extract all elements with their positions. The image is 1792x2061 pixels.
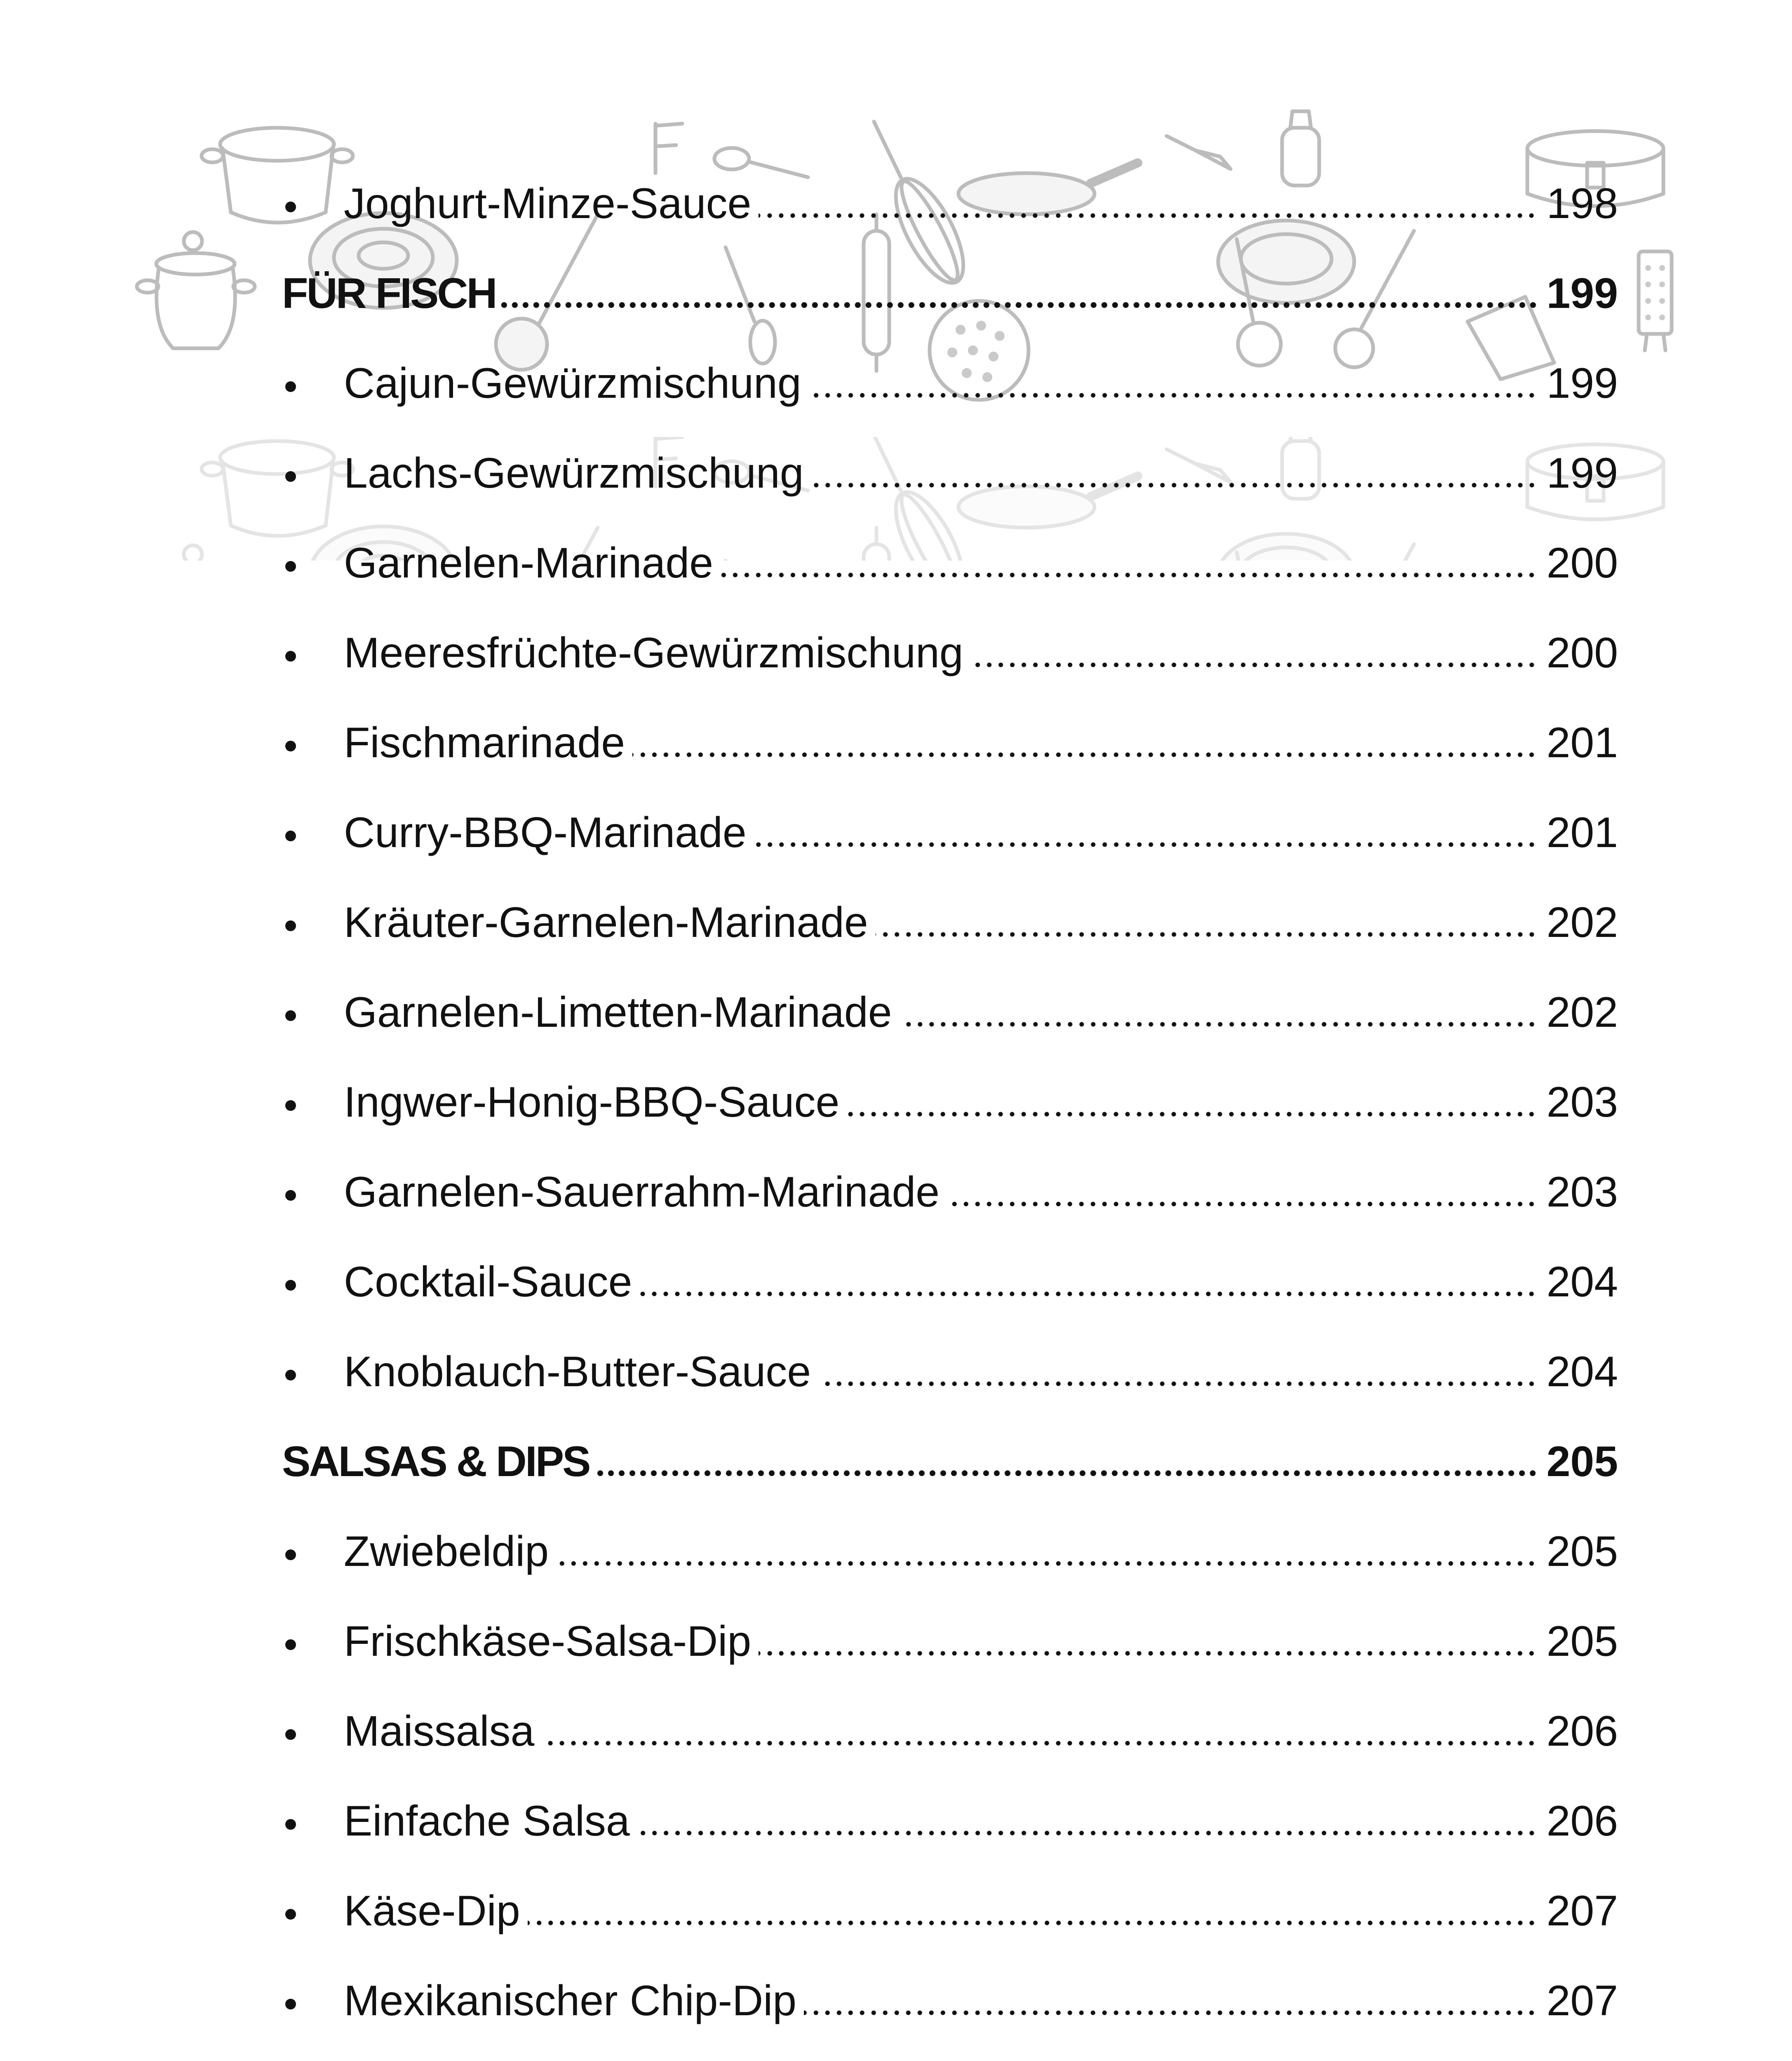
toc-entry-page-number: 205: [1546, 1617, 1618, 1665]
toc-dot-leader: [847, 1112, 1537, 1117]
bullet-icon: [282, 1866, 344, 1956]
bullet-icon: [282, 1686, 344, 1776]
toc-entry[interactable]: [282, 159, 1618, 249]
toc-dot-leader: [556, 1561, 1537, 1566]
toc-dot-leader: [528, 1920, 1538, 1925]
toc-entry-title: Fischmarinade: [344, 719, 625, 767]
bullet-icon: [282, 2046, 344, 2061]
toc-entry-title: Garnelen-Sauerrahm-Marinade: [344, 1168, 940, 1216]
toc-entry-page-number: 200: [1546, 539, 1618, 587]
toc-dot-leader: [971, 662, 1538, 667]
bullet-icon: [282, 1956, 344, 2046]
toc-entry-page-number: 200: [1546, 629, 1618, 677]
toc-section-heading-row[interactable]: [282, 249, 1618, 338]
toc-entry-title: Kräuter-Garnelen-Marinade: [344, 899, 868, 946]
toc-entry-title: Käse-Dip: [344, 1887, 520, 1935]
bullet-icon: [282, 1237, 344, 1327]
toc-entry-title: Cajun-Gewürzmischung: [344, 359, 801, 407]
toc-entry-page-number: 205: [1546, 1528, 1618, 1575]
toc-entry-page-number: 207: [1546, 1977, 1618, 2025]
toc-dot-leader: [632, 752, 1537, 757]
toc-entry-title: Ingwer-Honig-BBQ-Sauce: [344, 1078, 840, 1126]
bullet-icon: [282, 1327, 344, 1417]
bullet-icon: [282, 1596, 344, 1686]
toc-entry[interactable]: [282, 1147, 1618, 1237]
bullet-icon: [282, 338, 344, 428]
toc-dot-leader: [754, 842, 1538, 847]
bullet-icon: [282, 1057, 344, 1147]
toc-dot-leader: [809, 393, 1538, 398]
toc-section-heading: FÜR FISCH: [282, 270, 496, 317]
table-of-contents: [282, 159, 1618, 2061]
toc-entry-page-number: 199: [1546, 449, 1618, 497]
toc-entry[interactable]: [282, 338, 1618, 428]
toc-entry[interactable]: [282, 788, 1618, 878]
bullet-icon: [282, 518, 344, 608]
toc-entry[interactable]: [282, 967, 1618, 1057]
bullet-icon: [282, 878, 344, 967]
toc-entry-title: Garnelen-Marinade: [344, 539, 714, 587]
toc-entry-title: [344, 2046, 612, 2061]
bullet-icon: [282, 428, 344, 518]
toc-dot-leader: [542, 1741, 1537, 1746]
toc-entry-title: Garnelen-Limetten-Marinade: [344, 988, 892, 1036]
toc-entry-page-number: 201: [1546, 719, 1618, 767]
bullet-icon: [282, 1776, 344, 1866]
toc-entry[interactable]: [282, 1507, 1618, 1596]
toc-entry[interactable]: [282, 608, 1618, 698]
bullet-icon: [282, 967, 344, 1057]
toc-entry-page-number: 203: [1546, 1078, 1618, 1126]
toc-entry[interactable]: [282, 1776, 1618, 1866]
toc-entry[interactable]: [282, 698, 1618, 788]
bullet-icon: [282, 788, 344, 878]
toc-entry[interactable]: [282, 1057, 1618, 1147]
bullet-icon: [282, 159, 344, 249]
toc-entry-title: Frischkäse-Salsa-Dip: [344, 1617, 752, 1665]
bullet-icon: [282, 1147, 344, 1237]
toc-entry-title: Curry-BBQ-Marinade: [344, 809, 747, 857]
toc-dot-leader: [876, 932, 1538, 937]
toc-entry[interactable]: [282, 1327, 1618, 1417]
toc-entry-title: Cocktail-Sauce: [344, 1258, 632, 1306]
toc-dot-leader: [759, 213, 1537, 218]
toc-entry-title: Einfache Salsa: [344, 1797, 630, 1845]
toc-dot-leader: [637, 1831, 1538, 1836]
toc-entry[interactable]: [282, 1866, 1618, 1956]
toc-dot-leader: [759, 1651, 1537, 1656]
toc-entry-page-number: 206: [1546, 1797, 1618, 1845]
toc-section-heading: SALSAS & DIPS: [282, 1438, 590, 1486]
toc-entry-page-number: 207: [1546, 1887, 1618, 1935]
toc-entry-title: Lachs-Gewürzmischung: [344, 449, 804, 497]
toc-entry[interactable]: [282, 1686, 1618, 1776]
toc-entry[interactable]: [282, 1237, 1618, 1327]
toc-entry[interactable]: [282, 878, 1618, 967]
toc-entry-title: Maissalsa: [344, 1707, 535, 1755]
toc-dot-leader: [721, 573, 1537, 577]
toc-entry[interactable]: [282, 428, 1618, 518]
toc-entry-title: Mexikanischer Chip-Dip: [344, 1977, 797, 2025]
toc-dot-leader: [811, 483, 1538, 488]
toc-section-heading-row[interactable]: [282, 1417, 1618, 1507]
bullet-icon: [282, 698, 344, 788]
toc-entry-title: Knoblauch-Butter-Sauce: [344, 1348, 811, 1396]
toc-entry-page-number: 201: [1546, 809, 1618, 857]
toc-dot-leader: [900, 1022, 1538, 1027]
toc-entry-page-number: 202: [1546, 899, 1618, 946]
toc-entry-title: Joghurt-Minze-Sauce: [344, 180, 752, 228]
toc-entry[interactable]: [282, 1596, 1618, 1686]
bullet-icon: [282, 608, 344, 698]
toc-entry-title: Zwiebeldip: [344, 1528, 549, 1575]
bullet-icon: [282, 1507, 344, 1596]
toc-entry-page-number: 204: [1546, 1348, 1618, 1396]
toc-dot-leader: [499, 302, 1538, 308]
toc-entry-title: Meeresfrüchte-Gewürzmischung: [344, 629, 963, 677]
toc-entry[interactable]: [282, 518, 1618, 608]
toc-entry-page-number: 204: [1546, 1258, 1618, 1306]
toc-entry-page-number: 199: [1546, 359, 1618, 407]
toc-entry-page-number: [1546, 2046, 1618, 2061]
toc-entry-page-number: 206: [1546, 1707, 1618, 1755]
toc-dot-leader: [804, 2010, 1537, 2015]
toc-dot-leader: [639, 1291, 1537, 1296]
toc-section-page-number: 199: [1546, 270, 1618, 317]
toc-dot-leader: [947, 1202, 1537, 1207]
toc-entry[interactable]: [282, 1956, 1618, 2046]
toc-entry-page-number: 202: [1546, 988, 1618, 1036]
toc-dot-leader: [818, 1381, 1537, 1386]
toc-entry-page-number: 203: [1546, 1168, 1618, 1216]
toc-entry[interactable]: [282, 2046, 1618, 2061]
toc-entry-page-number: 198: [1546, 180, 1618, 228]
toc-section-page-number: 205: [1546, 1438, 1618, 1486]
toc-dot-leader: [592, 1470, 1538, 1476]
